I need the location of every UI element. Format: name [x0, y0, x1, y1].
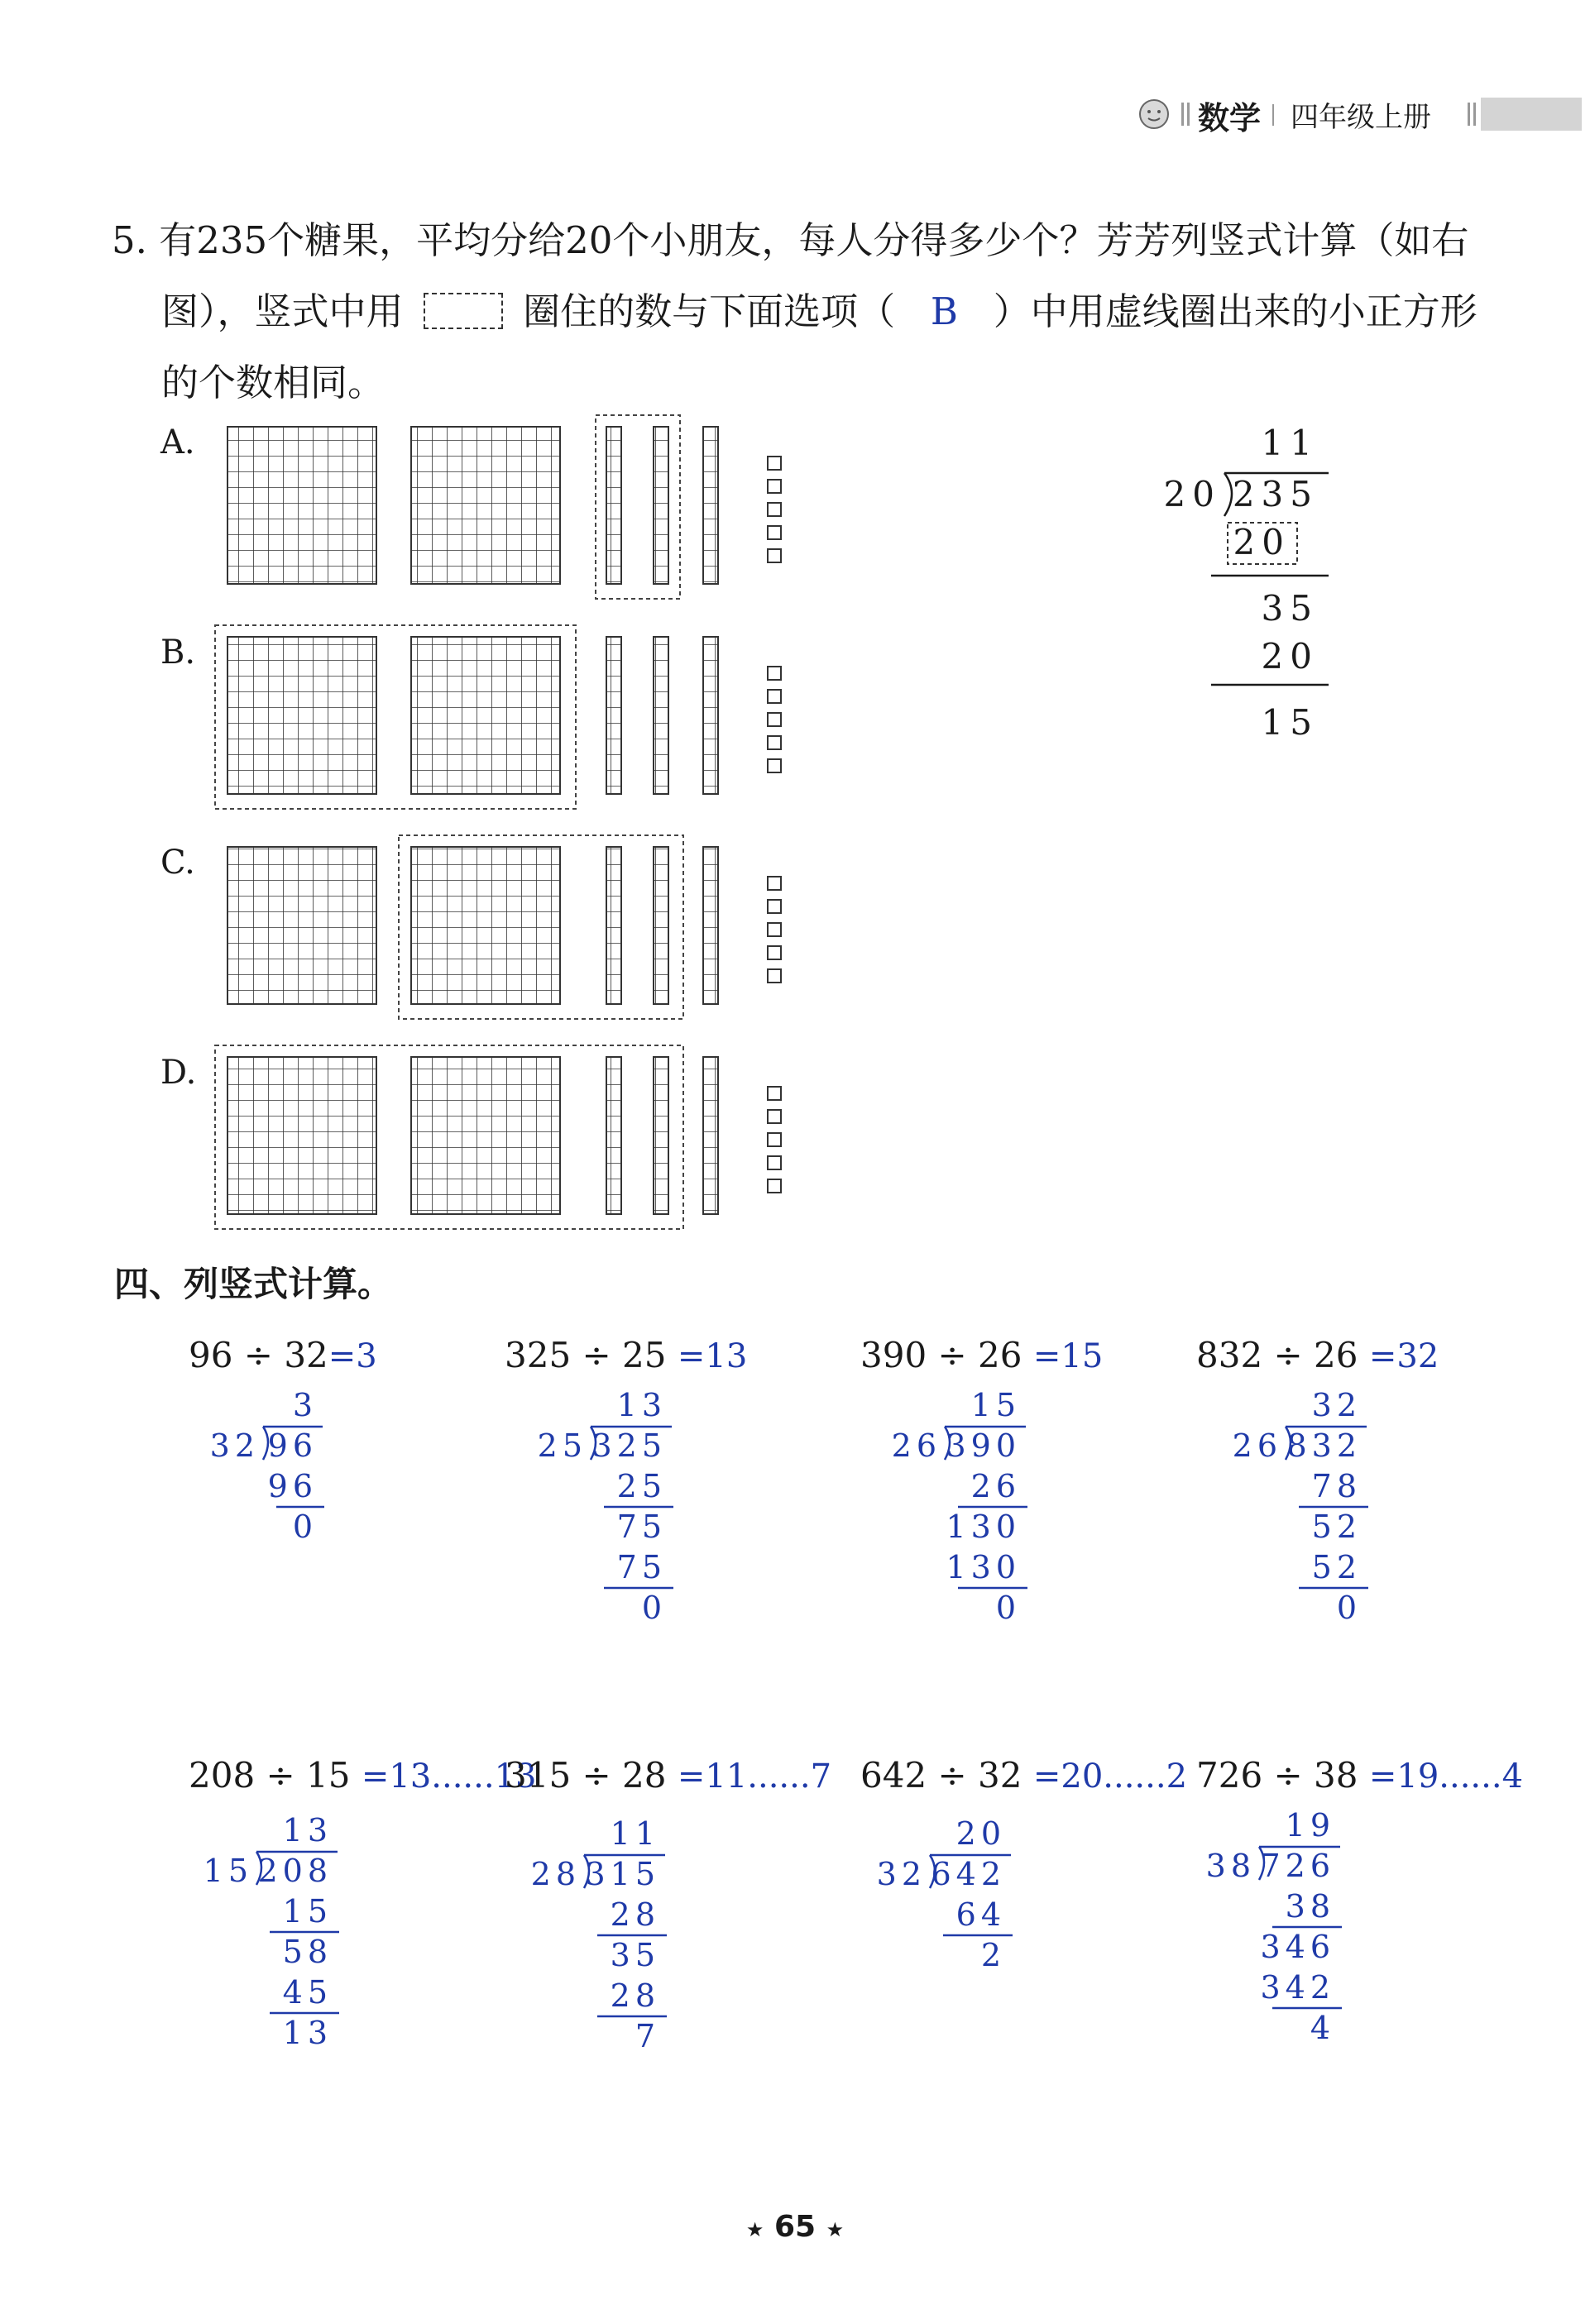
problem-1-expr: 96 ÷ 32	[189, 1335, 328, 1375]
quotient-8: 19	[1285, 1807, 1335, 1843]
step-3-3: 130	[946, 1549, 1021, 1585]
divisor-1: 32	[209, 1427, 260, 1464]
quotient-5: 13	[282, 1812, 333, 1848]
divisor-5: 15	[203, 1853, 253, 1889]
page-footer	[0, 2210, 1590, 2244]
step-6-3: 28	[610, 1977, 660, 2014]
step-4-4: 0	[1336, 1590, 1362, 1626]
dividend-2: 325	[591, 1427, 667, 1464]
option-label-b: B.	[160, 634, 196, 672]
quotient-6: 11	[610, 1815, 660, 1852]
step-2-2: 75	[616, 1509, 667, 1545]
star-icon-right: ★	[826, 2218, 845, 2241]
problem-5-answer: =13......13	[361, 1757, 537, 1796]
problem-7-expr: 642 ÷ 32	[860, 1755, 1022, 1796]
dividend-8: 726	[1260, 1848, 1335, 1884]
option-label-c: C.	[160, 844, 195, 882]
divisor-7: 32	[876, 1856, 927, 1892]
option-label-d: D.	[160, 1054, 197, 1092]
quotient-1: 3	[292, 1387, 318, 1423]
problem-4-expr: 832 ÷ 26	[1196, 1335, 1358, 1375]
divisor-4: 26	[1232, 1427, 1282, 1464]
step-5-3: 45	[282, 1974, 333, 2011]
step-4-1: 78	[1311, 1468, 1362, 1504]
step-4-3: 52	[1311, 1549, 1362, 1585]
q5-line-3: 的个数相同。	[161, 361, 386, 404]
problem-3-expr: 390 ÷ 26	[860, 1335, 1022, 1375]
divisor-8: 38	[1205, 1848, 1256, 1884]
dividend-3: 390	[946, 1427, 1021, 1464]
step-4-2: 52	[1311, 1509, 1362, 1545]
step-6-4: 7	[635, 2018, 660, 2054]
step-2-3: 75	[616, 1549, 667, 1585]
example-remainder: 15	[1261, 702, 1319, 743]
example-dividend: 235	[1232, 474, 1319, 514]
step-1-1: 96	[267, 1468, 318, 1504]
step-5-4: 13	[282, 2015, 333, 2051]
divisor-6: 28	[530, 1856, 581, 1892]
problem-6-expr: 315 ÷ 28	[505, 1755, 667, 1796]
example-divisor: 20	[1163, 474, 1221, 514]
step-2-4: 0	[641, 1590, 667, 1626]
step-5-1: 15	[282, 1893, 333, 1929]
problem-2-expr: 325 ÷ 25	[505, 1335, 667, 1375]
step-8-4: 4	[1310, 2010, 1335, 2046]
step-3-1: 26	[970, 1468, 1021, 1504]
problem-5-expr: 208 ÷ 15	[189, 1755, 351, 1796]
page-number: 65	[773, 2210, 817, 2244]
q5-line-2-b: 圈住的数与下面选项（	[523, 289, 896, 333]
example-quotient: 11	[1261, 423, 1319, 463]
q5-line-2-a: 图），竖式中用	[161, 289, 404, 333]
step-7-1: 64	[955, 1896, 1006, 1933]
problem-1-answer: =3	[328, 1337, 377, 1375]
section-4-title: 四、列竖式计算。	[114, 1264, 393, 1304]
header-grade: 四年级上册	[1291, 101, 1431, 134]
option-label-a: A.	[160, 423, 195, 461]
step-8-3: 342	[1260, 1969, 1335, 2006]
step-5-2: 58	[282, 1934, 333, 1970]
divisor-3: 26	[891, 1427, 941, 1464]
step-3-4: 0	[995, 1590, 1021, 1626]
problem-8-expr: 726 ÷ 38	[1196, 1755, 1358, 1796]
dividend-6: 315	[585, 1856, 660, 1892]
q5-line-2-c: ）中用虚线圈出来的小正方形	[993, 289, 1477, 333]
quotient-2: 13	[616, 1387, 667, 1423]
step-2-1: 25	[616, 1468, 667, 1504]
problem-7-answer: =20......2	[1032, 1757, 1188, 1796]
step-1-2: 0	[292, 1509, 318, 1545]
problem-4-answer: =32	[1368, 1337, 1439, 1375]
quotient-3: 15	[970, 1387, 1021, 1423]
problem-8-answer: =19......4	[1368, 1757, 1524, 1796]
star-icon-left: ★	[745, 2218, 764, 2241]
step-8-2: 346	[1260, 1929, 1335, 1965]
dividend-4: 832	[1286, 1427, 1362, 1464]
q5-answer: B	[930, 289, 958, 333]
quotient-4: 32	[1311, 1387, 1362, 1423]
example-step1: 20	[1233, 522, 1291, 562]
problem-6-answer: =11......7	[677, 1757, 832, 1796]
dividend-5: 208	[257, 1853, 333, 1889]
dividend-7: 642	[931, 1856, 1006, 1892]
step-3-2: 130	[946, 1509, 1021, 1545]
example-step3: 20	[1261, 636, 1319, 677]
problem-3-answer: =15	[1032, 1337, 1104, 1375]
problem-2-answer: =13	[677, 1337, 748, 1375]
step-6-2: 35	[610, 1937, 660, 1973]
header-subject: 数学	[1198, 100, 1262, 136]
step-8-1: 38	[1285, 1888, 1335, 1925]
quotient-7: 20	[955, 1815, 1006, 1852]
dividend-1: 96	[267, 1427, 318, 1464]
q5-line-1: 5. 有235个糖果，平均分给20个小朋友，每人分得多少个？芳芳列竖式计算（如右	[112, 218, 1469, 262]
step-7-2: 2	[980, 1937, 1006, 1973]
example-step2: 35	[1261, 588, 1319, 629]
divisor-2: 25	[537, 1427, 587, 1464]
step-6-1: 28	[610, 1896, 660, 1933]
